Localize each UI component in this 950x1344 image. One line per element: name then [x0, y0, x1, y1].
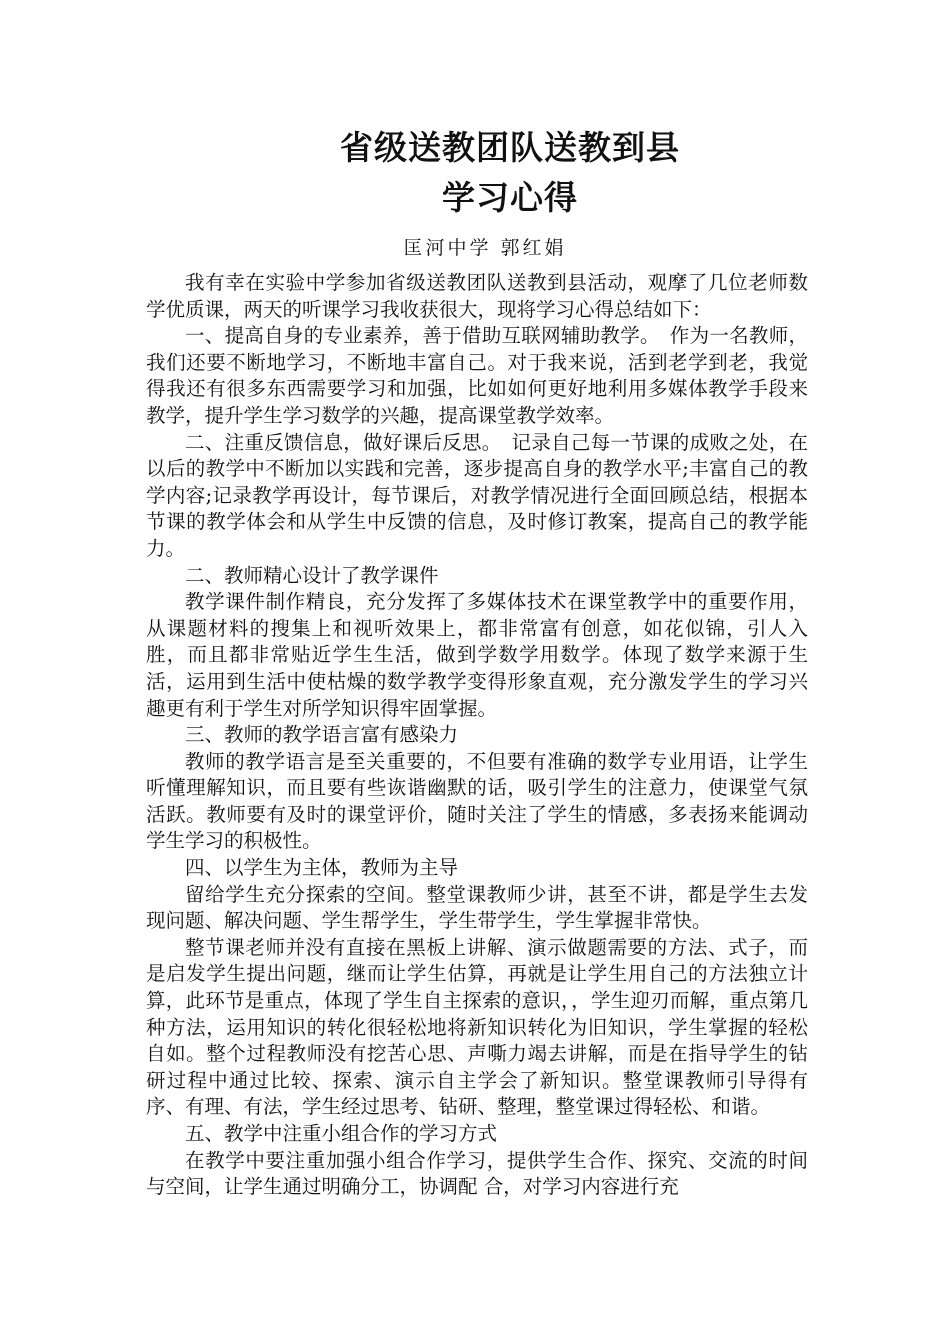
section-heading: 三、教师的教学语言富有感染力 [185, 723, 459, 747]
section-heading: 四、以学生为主体，教师为主导 [185, 856, 459, 880]
paragraph: 教师的教学语言是至关重要的，不但要有准确的数学专业用语，让学生听懂理解知识，而且要有些诙谐幽默的话，吸引学生的注意力，使课堂气氛活跃。教师要有及时的课堂评价，随时关注了学生的情感，多表扬来能调动学生学习的积极性。 [146, 749, 808, 853]
paragraph: 一、提高自身的专业素养，善于借助互联网辅助教学。 作为一名教师，我们还要不断地学习，不断地丰富自己。对于我来说，活到老学到老，我觉得我还有很多东西需要学习和加强，比如如何更好地利用多媒体教学手段来教学，提升学生学习数学的兴趣，提高课堂教学效率。 [146, 324, 808, 427]
paragraph: 二、注重反馈信息，做好课后反思。 记录自己每一节课的成败之处，在以后的教学中不断加以实践和完善，逐步提高自身的教学水平;丰富自己的教学内容;记录教学再设计，每节课后，对教学情况进行全面回顾总结，根据本节课的教学体会和从学生中反馈的信息，及时修订教案，提高自己的教学能力。 [146, 430, 808, 560]
paragraph: 留给学生充分探索的空间。整堂课教师少讲，甚至不讲，都是学生去发现问题、解决问题、学生帮学生，学生带学生，学生掌握非常快。 [146, 882, 808, 933]
author-line: 匡河中学 郭红娟 [403, 237, 567, 259]
paragraph: 在教学中要注重加强小组合作学习，提供学生合作、探究、交流的时间与空间，让学生通过明确分工，协调配 合，对学习内容进行充 [146, 1148, 808, 1199]
paragraph: 教学课件制作精良，充分发挥了多媒体技术在课堂教学中的重要作用，从课题材料的搜集上和视听效果上，都非常富有创意，如花似锦，引人入胜，而且都非常贴近学生生活，做到学数学用数学。体现了数学来源于生活，运用到生活中使枯燥的数学教学变得形象直观，充分激发学生的学习兴趣更有利于学生对所学知识得牢固掌握。 [146, 590, 808, 720]
paragraph: 整节课老师并没有直接在黑板上讲解、演示做题需要的方法、式子，而是启发学生提出问题，继而让学生估算，再就是让学生用自己的方法独立计算，此环节是重点，体现了学生自主探索的意识，，学生迎刃而解，重点第几种方法，运用知识的转化很轻松地将新知识转化为旧知识，学生掌握的轻松自如。整个过程教师没有挖苦心思、声嘶力竭去讲解，而是在指导学生的钻研过程中通过比较、探索、演示自主学会了新知识。整堂课教师引导得有序、有理、有法，学生经过思考、钻研、整理，整堂课过得轻松、和谐。 [146, 935, 808, 1119]
section-heading: 二、教师精心设计了教学课件 [185, 563, 439, 587]
document-body [146, 270, 808, 1201]
section-heading: 五、教学中注重小组合作的学习方式 [185, 1122, 498, 1145]
paragraph: 我有幸在实验中学参加省级送教团队送教到县活动，观摩了几位老师数学优质课，两天的听课学习我收获很大，现将学习心得总结如下： [146, 271, 808, 321]
title-line-1: 省级送教团队送教到县 [340, 128, 680, 167]
title-line-2: 学习心得 [442, 178, 578, 217]
